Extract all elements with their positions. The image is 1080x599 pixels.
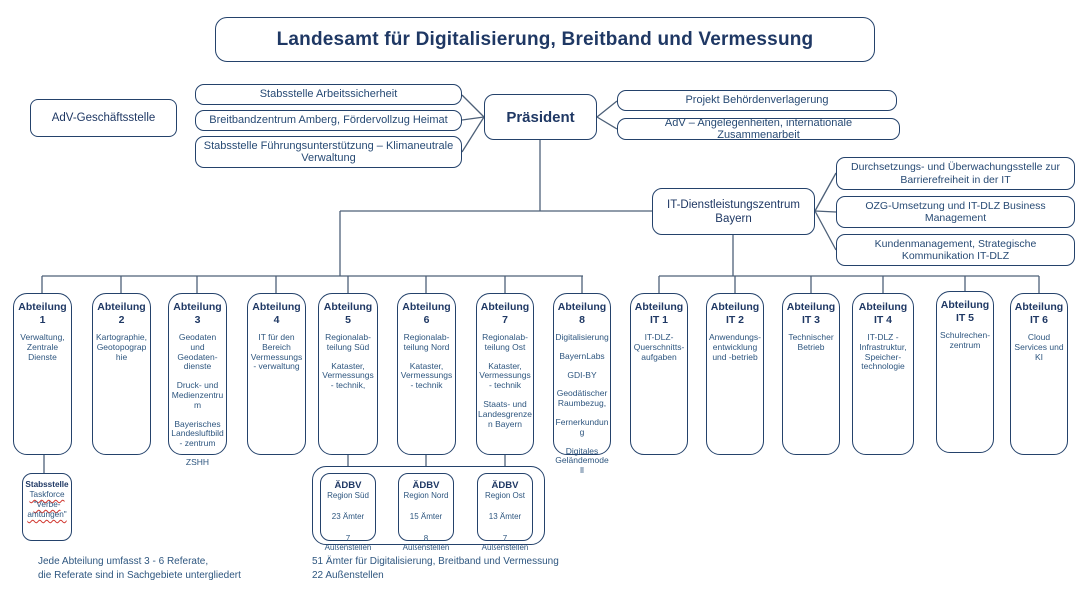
dept-header: Abteilung 5: [323, 301, 373, 326]
barrierefreiheit-stelle-node: Durchsetzungs- und Überwachungsstelle zur Barrierefreiheit in der IT: [836, 157, 1075, 190]
dept-header: Abteilung 7: [480, 301, 530, 326]
abteilung-5-node: [318, 293, 378, 455]
abteilung-it2-node: [706, 293, 764, 455]
dept-header: Abteilung IT 5: [940, 299, 990, 324]
aedbv-region: Region Ost: [484, 490, 526, 500]
abteilung-it6-node: [1010, 293, 1068, 455]
projekt-behoerdenverlagerung-node: Projekt Behördenverlagerung: [617, 90, 897, 111]
aedbv-title: ÄDBV: [412, 480, 440, 491]
footnote-right-line1: 51 Ämter für Digitalisierung, Breitband und Vermessung: [312, 556, 559, 567]
aedbv-title: ÄDBV: [334, 480, 362, 491]
dept-item: Kartographie, Geotopographie: [95, 332, 148, 362]
dept-item: ZSHH: [185, 456, 210, 467]
dept-header: Abteilung IT 4: [858, 301, 908, 326]
aedbv-aemter: 23 Ämter: [331, 512, 365, 521]
dept-item: Schulrechen- zentrum: [939, 330, 991, 350]
stabsstelle-taskforce-node: [22, 473, 72, 541]
adv-angelegenheiten-node: AdV – Angelegenheiten, internationale Zusammenarbeit: [617, 118, 900, 140]
dept-item: Fernerkundung: [555, 416, 609, 437]
aedbv-region-sued-node: [320, 473, 376, 552]
dept-header: Abteilung 8: [557, 301, 607, 326]
footnote-right: [312, 555, 559, 582]
dept-item: Regionalab- teilung Nord: [403, 332, 450, 352]
abteilung-3-node: [168, 293, 227, 467]
aedbv-region-nord-node: [398, 473, 454, 552]
abteilung-8-node: [553, 293, 611, 476]
dept-header: Abteilung 4: [252, 301, 301, 326]
kundenmanagement-node: Kundenmanagement, Strategische Kommunikation IT-DLZ: [836, 234, 1075, 266]
dept-item: Digitalisierung: [555, 332, 609, 342]
dept-item: Anwendungs- entwicklung und -betrieb: [709, 332, 761, 362]
stabsstelle-arbeitssicherheit-node: Stabsstelle Arbeitssicherheit: [195, 84, 462, 105]
dept-item: Bayerisches Landesluftbild- zentrum: [171, 418, 224, 449]
dept-item: IT-DLZ- Querschnitts- aufgaben: [633, 332, 685, 362]
aedbv-aemter: 15 Ämter: [409, 512, 443, 521]
aedbv-aussenstellen: 7 Außenstellen: [481, 533, 529, 552]
taskforce-line1: Taskforce: [29, 490, 65, 499]
abteilung-it5-node: [936, 291, 994, 453]
dept-header: Abteilung IT 1: [634, 301, 684, 326]
dept-item: Staats- und Landesgrenzen Bayern: [478, 398, 532, 429]
dept-item: BayernLabs: [559, 350, 605, 361]
dept-item: IT-DLZ - Infrastruktur, Speicher- technologie: [859, 332, 907, 372]
aedbv-title: ÄDBV: [491, 480, 519, 491]
footnote-right-line2: 22 Außenstellen: [312, 569, 384, 581]
dept-item: Regionalab- teilung Süd: [325, 332, 371, 352]
dept-header: Abteilung IT 6: [1014, 301, 1064, 326]
dept-item: IT für den Bereich Vermessungs- verwaltung: [250, 332, 303, 372]
abteilung-1-node: [13, 293, 72, 455]
aedbv-region-ost-node: [477, 473, 533, 552]
abteilung-6-node: [397, 293, 456, 455]
dept-item: Druck- und Medienzentrum: [171, 380, 224, 410]
dept-header: Abteilung 2: [97, 301, 146, 326]
dept-item: Geodätischer Raumbezug,: [556, 388, 608, 409]
dept-item: Cloud Services und KI: [1014, 332, 1064, 362]
dept-header: Abteilung IT 2: [710, 301, 760, 326]
footnote-left-line1: Jede Abteilung umfasst 3 - 6 Referate,: [38, 556, 209, 567]
footnote-left: [38, 555, 241, 582]
aedbv-region: Region Nord: [403, 490, 449, 500]
dept-header: Abteilung IT 3: [786, 301, 836, 326]
dept-header: Abteilung 6: [402, 301, 451, 326]
abteilung-it1-node: [630, 293, 688, 455]
aedbv-aussenstellen: 8 Außenstellen: [402, 533, 450, 552]
abteilung-7-node: [476, 293, 534, 455]
dept-item: Technischer Betrieb: [788, 332, 834, 352]
abteilung-it4-node: [852, 293, 914, 455]
aedbv-region: Region Süd: [327, 490, 369, 500]
dept-item: Verwaltung, Zentrale Dienste: [20, 332, 65, 362]
dept-item: GDI-BY: [567, 369, 597, 380]
dept-item: Regionalab- teilung Ost: [482, 332, 528, 352]
adv-geschaeftsstelle-node: AdV-Geschäftsstelle: [30, 99, 177, 137]
abteilung-4-node: [247, 293, 306, 455]
org-title: Landesamt für Digitalisierung, Breitband und Vermessung: [215, 17, 875, 62]
dept-item: Geodaten und Geodaten- dienste: [177, 332, 218, 372]
it-dienstleistungszentrum-node: IT-Dienstleistungszentrum Bayern: [652, 188, 815, 235]
footnote-left-line2: die Referate sind in Sachgebiete untergliedert: [38, 569, 241, 581]
dept-item: Kataster, Vermessungs- technik: [479, 360, 531, 391]
stabsstelle-fuehrungsunterstuetzung-node: Stabsstelle Führungsunterstützung – Klimaneutrale Verwaltung: [195, 136, 462, 168]
breitbandzentrum-amberg-node: Breitbandzentrum Amberg, Fördervollzug Heimat: [195, 110, 462, 131]
taskforce-heading: Stabsstelle: [25, 480, 69, 489]
praesident-node: Präsident: [484, 94, 597, 140]
ozg-umsetzung-node: OZG-Umsetzung und IT-DLZ Business Management: [836, 196, 1075, 228]
dept-item: Kataster, Vermessungs- technik: [400, 360, 453, 391]
abteilung-it3-node: [782, 293, 840, 455]
taskforce-line2: "Verbe- amtungen": [27, 500, 67, 519]
dept-header: Abteilung 1: [18, 301, 67, 326]
dept-item: Kataster, Vermessungs- technik,: [322, 360, 374, 391]
aedbv-aussenstellen: 7 Außenstellen: [324, 533, 372, 552]
aedbv-aemter: 13 Ämter: [488, 512, 522, 521]
dept-item: Digitales Geländemodell: [555, 445, 609, 476]
abteilung-2-node: [92, 293, 151, 455]
dept-header: Abteilung 3: [173, 301, 222, 326]
